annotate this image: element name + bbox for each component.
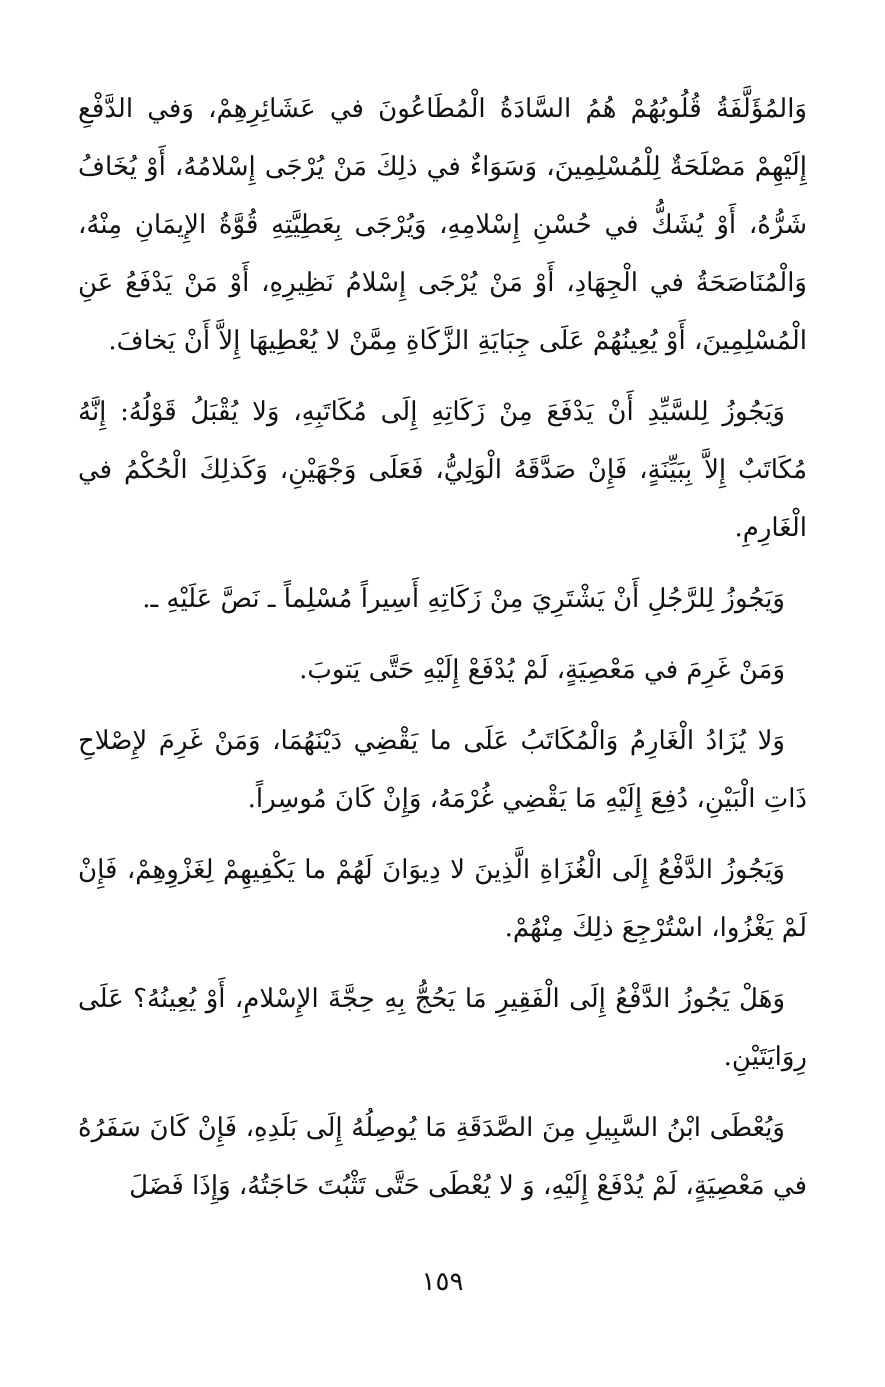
paragraph-asir: وَيَجُوزُ لِلرَّجُلِ أَنْ يَشْتَرِيَ مِنْ زَكَاتِهِ أَسِيراً مُسْلِماً ـ نَصَّ عَلَيْهِ ـ. (142, 584, 785, 614)
paragraph-muallafa: وَالمُؤَلَّفَةُ قُلُوبُهُمْ هُمُ السَّادَةُ الْمُطَاعُونَ في عَشَائِرِهِمْ، وَفي الدَّفْعِ إِلَيْهِمْ مَصْلَحَةٌ لِلْمُسْلِمِينَ، وَسَوَاءٌ في ذلِكَ مَنْ يُرْجَى إِسْلامُهُ، أَوْ يُخَافُ شَرُّهُ، أَوْ يُشَكُّ في حُسْنِ إِسْلامِهِ، وَيُرْجَى بِعَطِيَّتِهِ قُوَّةُ الإِيمَانِ مِنْهُ، وَالْمُنَاصَحَةُ في الْجِهَادِ، أَوْ مَنْ يُرْجَى إِسْلامُ نَظِيرِهِ، أَوْ مَنْ يَدْفَعُ عَنِ الْمُسْلِمِينَ، أَوْ يُعِينُهُمْ عَلَى جِبَايَةِ الزَّكَاةِ مِمَّنْ لا يُعْطِيهَا إِلاَّ أَنْ يَخافَ. (78, 94, 807, 356)
body-text (78, 80, 807, 1215)
paragraph-hajj: وَهَلْ يَجُوزُ الدَّفْعُ إِلَى الْفَقِيرِ مَا يَحُجُّ بِهِ حِجَّةَ الإِسْلامِ، أَوْ يُعِينُهُ؟ عَلَى رِوَايَتَيْنِ. (78, 984, 807, 1072)
page-number: ١٥٩ (421, 1267, 464, 1297)
paragraph-ibn-sabil: وَيُعْطَى ابْنُ السَّبِيلِ مِنَ الصَّدَقَةِ مَا يُوصِلُهُ إِلَى بَلَدِهِ، فَإِنْ كَانَ سَفَرُهُ في مَعْصِيَةٍ، لَمْ يُدْفَعْ إِلَيْهِ، وَ لا يُعْطَى حَتَّى تَثْبُتَ حَاجَتُهُ، وَإِذَا فَضَلَ (78, 1113, 807, 1201)
paragraph-mukatab: وَيَجُوزُ لِلسَّيِّدِ أَنْ يَدْفَعَ مِنْ زَكَاتِهِ إِلَى مُكَاتَبِهِ، وَلا يُقْبَلُ قَوْلُهُ: إِنَّهُ مُكَاتَبٌ إِلاَّ بِبَيِّنَةٍ، فَإِنْ صَدَّقَهُ الْوَلِيُّ، فَعَلَى وَجْهَيْنِ، وَكَذلِكَ الْحُكْمُ في الْغَارِمِ. (78, 397, 807, 543)
paragraph-ghuzat: وَيَجُوزُ الدَّفْعُ إِلَى الْغُزَاةِ الَّذِينَ لا دِيوَانَ لَهُمْ ما يَكْفِيهِمْ لِغَزْوِهِمْ، فَإِنْ لَمْ يَغْزُوا، اسْتُرْجِعَ ذلِكَ مِنْهُمْ. (78, 855, 807, 943)
paragraph-gharim: وَلا يُزَادُ الْغَارِمُ وَالْمُكَاتَبُ عَلَى ما يَقْضِي دَيْنَهُمَا، وَمَنْ غَرِمَ لإِصْلاحِ ذَاتِ الْبَيْنِ، دُفِعَ إِلَيْهِ مَا يَقْضِي غُرْمَهُ، وَإِنْ كَانَ مُوسِراً. (78, 726, 807, 814)
paragraph-masiya: وَمَنْ غَرِمَ في مَعْصِيَةٍ، لَمْ يُدْفَعْ إِلَيْهِ حَتَّى يَتوبَ. (299, 655, 785, 685)
